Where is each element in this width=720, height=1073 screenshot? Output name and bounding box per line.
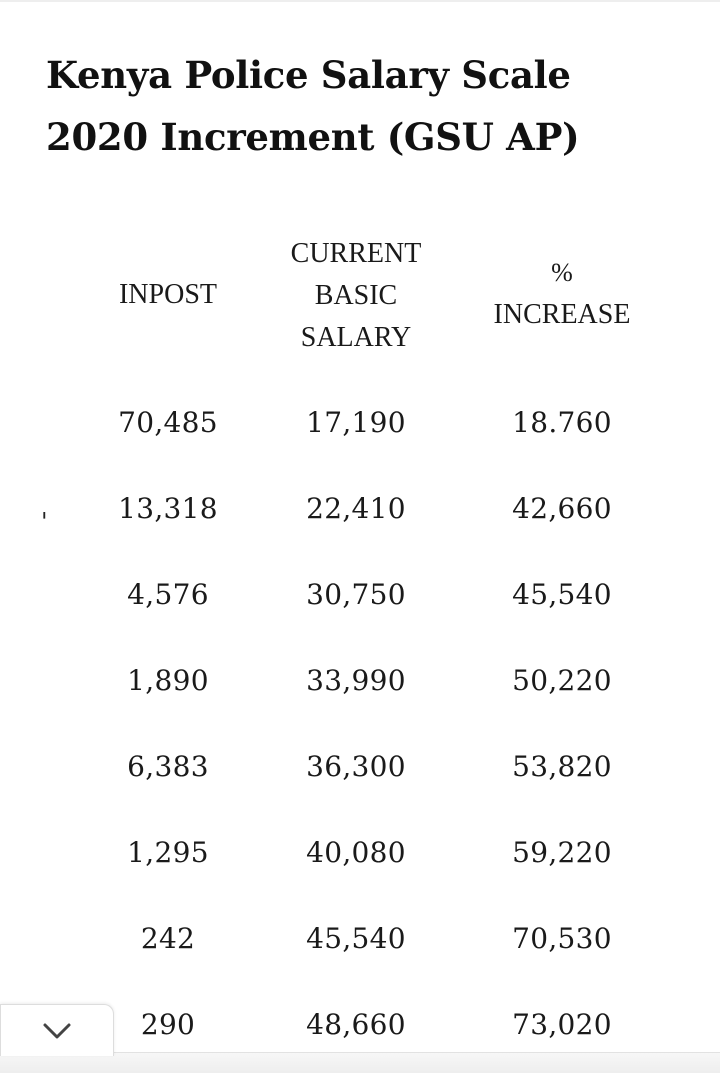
table-body [0,400,720,1073]
header-current-line-1: CURRENT [290,238,422,269]
header-percent-increase [472,252,652,336]
cell-current: 22,410 [306,492,406,525]
title-line-2: 2020 Increment (GSU AP) [46,115,580,159]
table-row [0,744,720,830]
cell-increase: 45,540 [512,578,612,611]
chevron-down-icon [42,1022,72,1040]
header-increase-line-1: % [551,258,573,287]
cell-inpost: 290 [140,1008,196,1041]
header-current-line-3: SALARY [300,322,412,353]
cell-increase: 70,530 [512,922,612,955]
cell-current: 30,750 [306,578,406,611]
table-row [0,916,720,1002]
cell-increase: 42,660 [512,492,612,525]
header-increase-line-2: INCREASE [493,299,631,330]
header-current-basic-salary [266,233,446,359]
cell-inpost: 6,383 [127,750,209,783]
cell-inpost: 242 [140,922,196,955]
table-row [0,572,720,658]
cell-inpost: 4,576 [127,578,209,611]
cell-increase: 73,020 [512,1008,612,1041]
cell-inpost: 1,890 [127,664,209,697]
cell-inpost: 13,318 [118,492,218,525]
cell-current: 17,190 [306,406,406,439]
top-divider [0,0,720,2]
cell-inpost: 70,485 [118,406,218,439]
table-row [0,658,720,744]
table-row [0,830,720,916]
title-line-1: Kenya Police Salary Scale [46,53,571,97]
cut-off-column-glyph: ' [41,508,48,536]
cell-increase: 53,820 [512,750,612,783]
article-title [46,44,686,168]
cell-inpost: 1,295 [127,836,209,869]
cell-current: 36,300 [306,750,406,783]
cell-current: 40,080 [306,836,406,869]
cell-current: 33,990 [306,664,406,697]
collapse-button[interactable] [0,1004,114,1056]
header-inpost: INPOST [118,279,217,310]
table-row [0,400,720,486]
cell-increase: 50,220 [512,664,612,697]
table-row [0,486,720,572]
header-current-line-2: BASIC [314,280,398,311]
cell-increase: 18.760 [512,406,612,439]
cell-increase: 59,220 [512,836,612,869]
cell-current: 48,660 [306,1008,406,1041]
cell-current: 45,540 [306,922,406,955]
